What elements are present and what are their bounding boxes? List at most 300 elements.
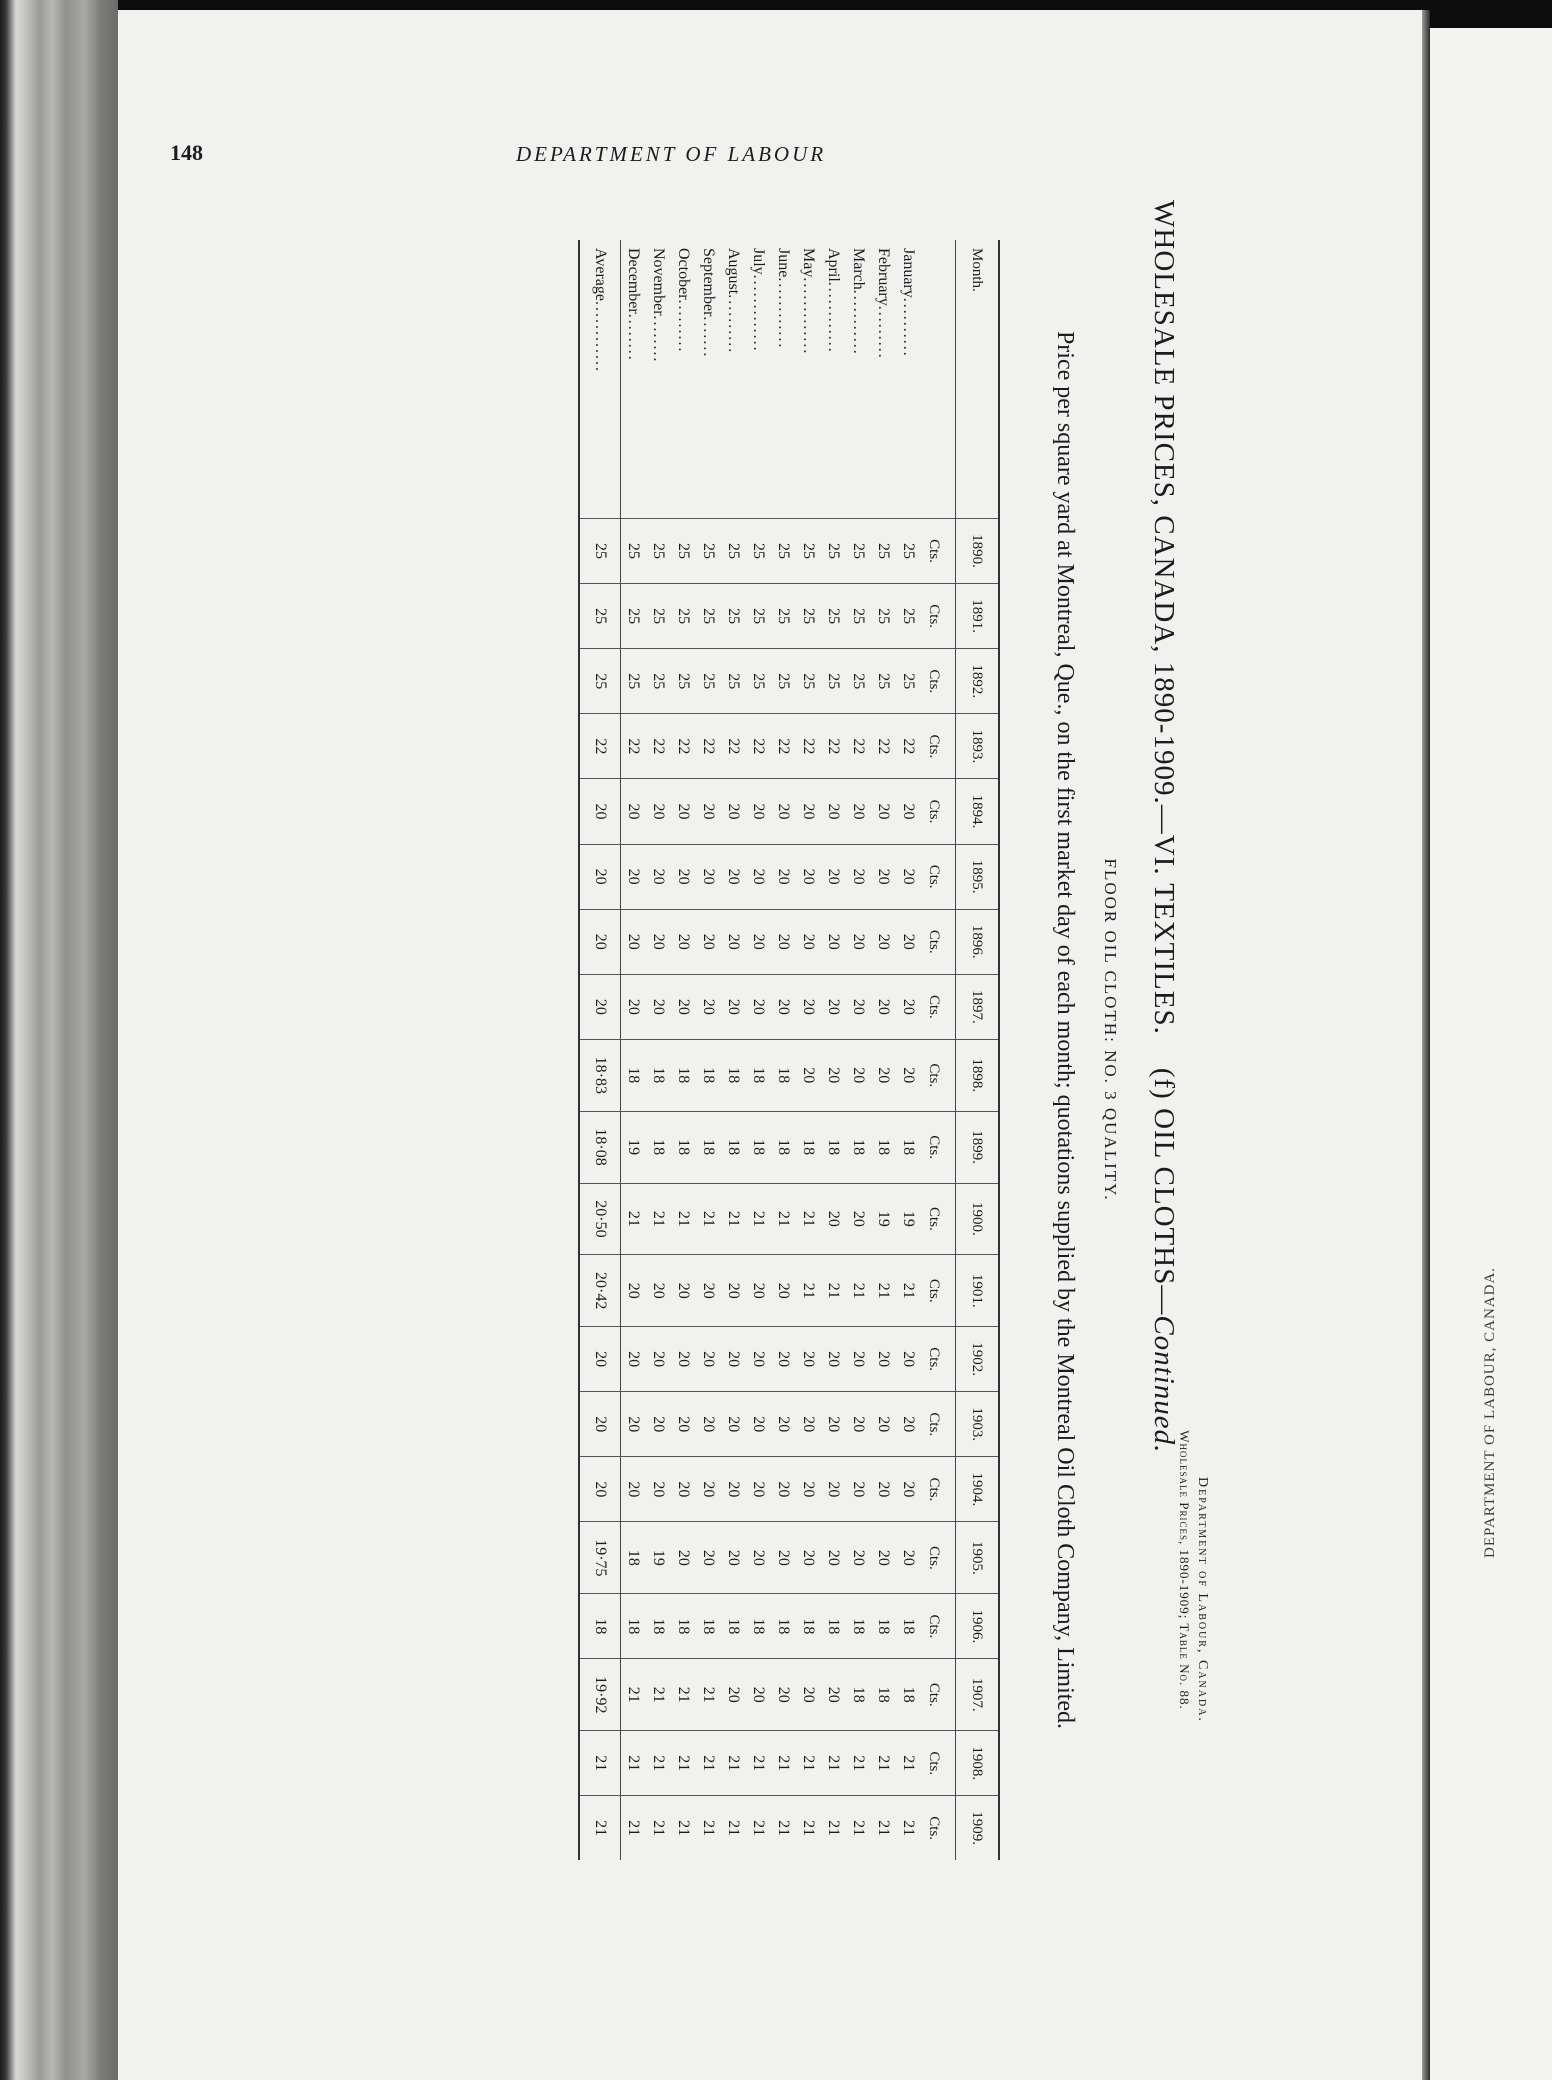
year-header: 1895.	[956, 844, 1000, 909]
year-header: 1901.	[956, 1255, 1000, 1327]
month-label: June	[775, 248, 793, 278]
meta-table-ref: Wholesale Prices, 1890-1909; Table No. 88.	[1177, 1430, 1192, 1710]
price-cell: 25	[821, 649, 846, 714]
price-cell: 20	[821, 1392, 846, 1457]
price-cell: 20	[771, 779, 796, 844]
price-cell: 21	[846, 1796, 871, 1860]
price-cell: 18	[846, 1594, 871, 1659]
price-cell: 22	[646, 714, 671, 779]
price-cell: 20	[796, 1039, 821, 1111]
price-cell: 20	[871, 1392, 896, 1457]
price-cell: 20	[871, 1327, 896, 1392]
price-cell: 21	[746, 1183, 771, 1255]
price-cell: 18	[771, 1594, 796, 1659]
price-cell: 21	[721, 1183, 746, 1255]
title-main: WHOLESALE PRICES, CANADA, 1890-1909.—VI. TEXTILES.	[1148, 200, 1180, 1035]
month-cell	[579, 240, 621, 519]
price-cell: 20	[646, 909, 671, 974]
unit-cell: Cts.	[921, 1392, 956, 1457]
price-cell: 20	[646, 1392, 671, 1457]
table-row	[896, 240, 921, 1860]
price-cell: 25	[846, 584, 871, 649]
price-cell: 20	[696, 974, 721, 1039]
price-cell: 18	[621, 1039, 647, 1111]
price-cell: 21	[579, 1731, 621, 1796]
price-cell: 19·92	[579, 1659, 621, 1731]
price-cell: 22	[579, 714, 621, 779]
unit-cell: Cts.	[921, 1183, 956, 1255]
price-cell: 21	[721, 1731, 746, 1796]
year-header: 1905.	[956, 1522, 1000, 1594]
unit-cell: Cts.	[921, 1457, 956, 1522]
price-cell: 20	[696, 1392, 721, 1457]
price-cell: 25	[621, 649, 647, 714]
price-cell: 18	[646, 1039, 671, 1111]
price-cell: 25	[796, 519, 821, 584]
price-cell: 21	[796, 1731, 821, 1796]
year-header: 1904.	[956, 1457, 1000, 1522]
price-cell: 21	[771, 1796, 796, 1860]
price-cell: 25	[721, 519, 746, 584]
price-cell: 25	[646, 519, 671, 584]
price-cell: 20·42	[579, 1255, 621, 1327]
price-cell: 25	[621, 584, 647, 649]
price-cell: 21	[579, 1796, 621, 1860]
price-cell: 21	[621, 1183, 647, 1255]
price-cell: 19	[871, 1183, 896, 1255]
leader-dots: ..........	[900, 297, 918, 358]
price-cell: 25	[796, 649, 821, 714]
price-cell: 20	[721, 779, 746, 844]
month-label: August	[725, 248, 743, 295]
price-cell: 20	[746, 1522, 771, 1594]
price-cell: 20	[796, 779, 821, 844]
leader-dots: .......	[700, 316, 718, 359]
price-cell: 20	[696, 1522, 721, 1594]
price-cell: 18	[796, 1594, 821, 1659]
year-header: 1890.	[956, 519, 1000, 584]
month-label: May	[800, 248, 818, 278]
price-cell: 20	[721, 1457, 746, 1522]
price-cell: 20	[821, 1039, 846, 1111]
price-cell: 20	[821, 1183, 846, 1255]
price-cell: 21	[846, 1731, 871, 1796]
price-cell: 20	[796, 1522, 821, 1594]
price-cell: 18	[621, 1594, 647, 1659]
table-row	[821, 240, 846, 1860]
month-label: February	[875, 248, 893, 306]
price-cell: 20	[796, 1327, 821, 1392]
leader-dots: ............	[775, 277, 793, 350]
unit-cell: Cts.	[921, 909, 956, 974]
price-cell: 20	[796, 909, 821, 974]
unit-cell: Cts.	[921, 1796, 956, 1860]
unit-cell: Cts.	[921, 1594, 956, 1659]
price-cell: 18	[746, 1111, 771, 1183]
price-cell: 20	[721, 974, 746, 1039]
price-cell: 20	[621, 909, 647, 974]
price-cell: 22	[696, 714, 721, 779]
price-cell: 21	[721, 1796, 746, 1860]
price-cell: 18·08	[579, 1111, 621, 1183]
price-cell: 20	[746, 1457, 771, 1522]
price-cell: 20	[871, 1039, 896, 1111]
price-cell: 20	[671, 1327, 696, 1392]
price-cell: 18	[671, 1039, 696, 1111]
table-row	[871, 240, 896, 1860]
price-cell: 21	[821, 1255, 846, 1327]
month-label: November	[650, 248, 668, 316]
price-cell: 19	[896, 1183, 921, 1255]
price-cell: 20	[746, 1255, 771, 1327]
unit-cell: Cts.	[921, 584, 956, 649]
price-cell: 22	[771, 714, 796, 779]
table-row	[646, 240, 671, 1860]
price-cell: 21	[771, 1731, 796, 1796]
price-cell: 20	[671, 1255, 696, 1327]
price-cell: 20	[671, 844, 696, 909]
month-cell	[696, 240, 721, 519]
price-cell: 20	[671, 1522, 696, 1594]
price-cell: 19	[646, 1522, 671, 1594]
unit-cell: Cts.	[921, 1111, 956, 1183]
price-cell: 25	[579, 584, 621, 649]
month-label: July	[750, 248, 768, 275]
price-cell: 18	[579, 1594, 621, 1659]
price-cell: 25	[871, 584, 896, 649]
price-cell: 20	[746, 1392, 771, 1457]
price-cell: 18	[846, 1659, 871, 1731]
price-cell: 21	[671, 1731, 696, 1796]
table-row	[621, 240, 647, 1860]
price-cell: 20	[721, 1327, 746, 1392]
price-cell: 25	[746, 584, 771, 649]
price-cell: 20	[846, 1183, 871, 1255]
price-cell: 25	[696, 584, 721, 649]
meta-department: Department of Labour, Canada.	[1195, 1477, 1210, 1723]
price-cell: 20	[621, 1255, 647, 1327]
month-header: Month.	[956, 240, 1000, 519]
price-cell: 21	[621, 1731, 647, 1796]
average-row	[579, 240, 621, 1860]
price-cell: 25	[771, 584, 796, 649]
month-label: March	[850, 248, 868, 290]
price-cell: 25	[746, 519, 771, 584]
price-cell: 18	[621, 1522, 647, 1594]
table-row	[671, 240, 696, 1860]
price-cell: 25	[746, 649, 771, 714]
price-cell: 18	[746, 1594, 771, 1659]
year-header: 1902.	[956, 1327, 1000, 1392]
leader-dots: ..........	[725, 294, 743, 355]
price-cell: 20	[821, 974, 846, 1039]
price-cell: 20	[771, 1457, 796, 1522]
price-cell: 20	[846, 1392, 871, 1457]
price-cell: 20	[671, 779, 696, 844]
price-cell: 20	[646, 779, 671, 844]
price-cell: 20	[646, 1327, 671, 1392]
price-cell: 21	[696, 1796, 721, 1860]
leader-dots: ............	[825, 281, 843, 354]
price-cell: 21	[646, 1659, 671, 1731]
price-cell: 20	[846, 974, 871, 1039]
month-label: September	[700, 248, 718, 317]
year-header: 1897.	[956, 974, 1000, 1039]
price-cell: 25	[821, 584, 846, 649]
price-cell: 19	[621, 1111, 647, 1183]
price-cell: 20	[621, 974, 647, 1039]
month-cell	[896, 240, 921, 519]
price-cell: 21	[821, 1731, 846, 1796]
unit-cell: Cts.	[921, 1659, 956, 1731]
year-header: 1908.	[956, 1731, 1000, 1796]
price-cell: 22	[621, 714, 647, 779]
price-cell: 20	[771, 1255, 796, 1327]
price-cell: 25	[896, 519, 921, 584]
price-cell: 20	[696, 779, 721, 844]
price-cell: 22	[746, 714, 771, 779]
page-header	[170, 140, 970, 180]
price-cell: 20	[621, 1457, 647, 1522]
price-cell: 18	[671, 1111, 696, 1183]
year-header: 1907.	[956, 1659, 1000, 1731]
leader-dots: .........	[675, 299, 693, 354]
price-cell: 18	[896, 1659, 921, 1731]
price-cell: 20	[671, 1392, 696, 1457]
price-cell: 25	[846, 519, 871, 584]
price-cell: 18	[746, 1039, 771, 1111]
price-cell: 21	[771, 1183, 796, 1255]
price-cell: 18	[871, 1659, 896, 1731]
unit-row	[921, 240, 956, 1860]
month-cell	[846, 240, 871, 519]
price-cell: 21	[646, 1731, 671, 1796]
year-header: 1891.	[956, 584, 1000, 649]
price-cell: 20	[721, 844, 746, 909]
price-cell: 20	[896, 1457, 921, 1522]
price-cell: 20	[796, 974, 821, 1039]
price-cell: 25	[721, 649, 746, 714]
price-cell: 20	[646, 974, 671, 1039]
price-cell: 20	[896, 844, 921, 909]
month-label: April	[825, 248, 843, 282]
price-cell: 20	[871, 909, 896, 974]
header-row	[956, 240, 1000, 1860]
price-cell: 20	[721, 1255, 746, 1327]
unit-cell: Cts.	[921, 974, 956, 1039]
price-cell: 21	[896, 1796, 921, 1860]
price-cell: 20	[579, 1457, 621, 1522]
price-cell: 25	[671, 649, 696, 714]
table-row	[721, 240, 746, 1860]
price-cell: 22	[671, 714, 696, 779]
unit-cell: Cts.	[921, 1327, 956, 1392]
price-cell: 25	[621, 519, 647, 584]
price-cell: 20	[846, 1327, 871, 1392]
price-table	[578, 240, 1000, 1860]
price-cell: 20	[771, 844, 796, 909]
price-cell: 20	[871, 844, 896, 909]
price-cell: 18	[671, 1594, 696, 1659]
year-header: 1899.	[956, 1111, 1000, 1183]
price-cell: 20	[579, 779, 621, 844]
price-cell: 20	[646, 1255, 671, 1327]
price-cell: 21	[671, 1796, 696, 1860]
price-cell: 18	[896, 1111, 921, 1183]
year-header: 1892.	[956, 649, 1000, 714]
price-cell: 21	[846, 1255, 871, 1327]
leader-dots: .............	[750, 274, 768, 353]
book-spine	[0, 0, 118, 2080]
price-cell: 20	[671, 909, 696, 974]
price-cell: 20	[821, 1327, 846, 1392]
price-cell: 20	[696, 1255, 721, 1327]
price-cell: 20	[796, 1659, 821, 1731]
leader-dots: .............	[800, 277, 818, 356]
price-cell: 22	[721, 714, 746, 779]
price-cell: 20	[621, 1392, 647, 1457]
price-cell: 22	[796, 714, 821, 779]
price-cell: 20	[846, 1457, 871, 1522]
price-cell: 20	[579, 909, 621, 974]
leader-dots: ............	[592, 301, 609, 373]
price-cell: 20	[821, 909, 846, 974]
table-row	[696, 240, 721, 1860]
price-cell: 20	[771, 974, 796, 1039]
price-cell: 25	[579, 649, 621, 714]
leader-dots: ...........	[850, 289, 868, 356]
price-cell: 20	[796, 1457, 821, 1522]
price-cell: 21	[696, 1659, 721, 1731]
year-header: 1898.	[956, 1039, 1000, 1111]
price-cell: 20	[721, 1522, 746, 1594]
month-cell	[821, 240, 846, 519]
table-row	[771, 240, 796, 1860]
price-cell: 25	[771, 519, 796, 584]
running-head: DEPARTMENT OF LABOUR	[516, 142, 827, 166]
price-cell: 20	[871, 974, 896, 1039]
price-cell: 25	[846, 649, 871, 714]
price-cell: 20	[746, 1327, 771, 1392]
unit-row-blank	[921, 240, 956, 519]
year-header: 1909.	[956, 1796, 1000, 1860]
price-cell: 21	[746, 1796, 771, 1860]
price-cell: 20	[621, 1327, 647, 1392]
price-cell: 18	[646, 1111, 671, 1183]
price-cell: 25	[871, 519, 896, 584]
price-cell: 18	[821, 1111, 846, 1183]
price-cell: 20	[846, 1522, 871, 1594]
price-cell: 21	[871, 1255, 896, 1327]
price-cell: 20	[621, 779, 647, 844]
price-cell: 20	[821, 1457, 846, 1522]
price-cell: 21	[896, 1255, 921, 1327]
price-cell: 21	[796, 1255, 821, 1327]
price-cell: 18	[896, 1594, 921, 1659]
page-number: 148	[170, 140, 203, 165]
month-cell	[796, 240, 821, 519]
price-cell: 20	[671, 974, 696, 1039]
price-cell: 20	[771, 1522, 796, 1594]
year-header: 1894.	[956, 779, 1000, 844]
price-cell: 25	[721, 584, 746, 649]
price-cell: 21	[696, 1731, 721, 1796]
price-cell: 25	[696, 649, 721, 714]
leader-dots: .........	[875, 305, 893, 360]
price-cell: 20	[821, 1659, 846, 1731]
price-cell: 20	[846, 844, 871, 909]
next-page-spine-text: DEPARTMENT OF LABOUR, CANADA.	[1482, 1266, 1498, 1558]
month-cell	[746, 240, 771, 519]
unit-cell: Cts.	[921, 1731, 956, 1796]
price-cell: 25	[671, 584, 696, 649]
price-cell: 25	[896, 584, 921, 649]
price-cell: 18	[721, 1594, 746, 1659]
price-cell: 21	[821, 1796, 846, 1860]
price-cell: 21	[796, 1183, 821, 1255]
price-cell: 20	[646, 844, 671, 909]
price-cell: 20	[796, 1392, 821, 1457]
price-cell: 20	[871, 1522, 896, 1594]
price-cell: 20	[746, 909, 771, 974]
price-cell: 19·75	[579, 1522, 621, 1594]
table-row	[846, 240, 871, 1860]
price-cell: 22	[896, 714, 921, 779]
price-cell: 20	[821, 779, 846, 844]
price-cell: 20	[821, 1522, 846, 1594]
price-cell: 20	[746, 974, 771, 1039]
price-cell: 20	[721, 1392, 746, 1457]
price-cell: 18	[821, 1594, 846, 1659]
price-cell: 20	[771, 1327, 796, 1392]
price-cell: 20	[896, 1522, 921, 1594]
price-cell: 20	[771, 909, 796, 974]
leader-dots: ........	[625, 313, 643, 362]
price-cell: 20	[621, 844, 647, 909]
unit-cell: Cts.	[921, 844, 956, 909]
price-cell: 20	[821, 844, 846, 909]
price-cell: 20	[696, 844, 721, 909]
month-label: January	[900, 248, 918, 298]
main-title	[1147, 200, 1180, 1850]
month-cell	[871, 240, 896, 519]
price-cell: 21	[896, 1731, 921, 1796]
price-cell: 20	[671, 1457, 696, 1522]
unit-cell: Cts.	[921, 714, 956, 779]
price-cell: 21	[796, 1796, 821, 1860]
title-continued: Continued.	[1148, 1315, 1180, 1454]
table-row	[746, 240, 771, 1860]
leader-dots: ........	[650, 315, 668, 364]
year-header: 1896.	[956, 909, 1000, 974]
price-cell: 20	[579, 1327, 621, 1392]
month-cell	[721, 240, 746, 519]
price-cell: 18	[771, 1039, 796, 1111]
price-cell: 18	[696, 1111, 721, 1183]
price-cell: 20	[896, 1039, 921, 1111]
unit-cell: Cts.	[921, 779, 956, 844]
price-cell: 20·50	[579, 1183, 621, 1255]
price-cell: 18	[696, 1594, 721, 1659]
price-cell: 21	[646, 1183, 671, 1255]
table-row	[796, 240, 821, 1860]
price-cell: 20	[721, 909, 746, 974]
price-cell: 20	[796, 844, 821, 909]
price-cell: 22	[821, 714, 846, 779]
month-cell	[671, 240, 696, 519]
title-section: (f) OIL CLOTHS—	[1148, 1067, 1180, 1316]
price-cell: 25	[646, 649, 671, 714]
